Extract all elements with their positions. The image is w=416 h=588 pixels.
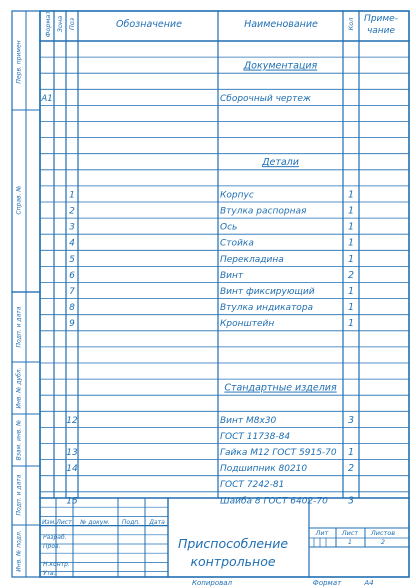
binding-strip-label: Взам. инв. № [15,419,23,461]
row-quantity: 1 [347,189,355,201]
header-position: Поз [68,17,76,31]
row-position: 15 [66,496,78,507]
document-title-line2: контрольное [190,554,276,569]
tb-col-change: Изм. [41,519,57,526]
row-section-heading: Стандартные изделия [224,382,337,394]
row-position: 7 [69,287,75,297]
binding-strip-label: Инв. № дубл. [15,367,23,409]
row-format: А1 [41,93,53,104]
tb-col-date: Дата [149,519,165,526]
row-quantity: 1 [347,286,355,297]
row-name: Ось [220,222,238,233]
sheets-label: Листов [370,529,396,537]
row-name: Сборочный чертеж [220,93,312,104]
tb-col-sign: Подп. [121,519,141,526]
table-row [69,318,354,329]
row-position: 6 [69,270,75,281]
row-quantity: 1 [347,302,355,314]
table-row [66,495,354,506]
row-quantity: 1 [347,237,355,249]
table-row [69,222,354,233]
format-value: А4 [364,579,374,587]
row-name: ГОСТ 11738-84 [220,431,291,442]
tb-role-developer: Разраб. [43,534,67,541]
row-quantity: 1 [347,205,355,217]
tb-role-normcontrol: Н.контр. [43,561,70,568]
row-quantity: 1 [347,221,355,233]
row-position: 4 [69,238,75,249]
row-quantity: 1 [347,447,355,458]
spec-rows [40,61,354,507]
table-row [66,463,354,474]
binding-strip-label: Справ. № [15,185,23,215]
table-row [261,157,299,168]
row-section-heading: Документация [243,60,318,72]
row-name: Шайба 8 ГОСТ 6402-70 [220,496,328,507]
row-name: Винт фиксирующий [220,287,315,297]
header-quantity: Кол [347,17,355,31]
tb-role-approved: Утв. [43,570,56,577]
header-format: Формат [44,10,52,38]
tb-col-doc: № докум. [80,519,110,526]
table-row [69,254,354,265]
row-section-heading: Детали [262,157,299,169]
row-name: Перекладина [220,254,284,265]
row-quantity: 3 [347,495,355,507]
row-position: 5 [69,254,75,265]
table-row [220,480,284,490]
row-position: 3 [69,222,75,233]
row-position: 12 [66,415,78,426]
row-quantity: 3 [347,414,355,426]
binding-strip-label: Подп. и дата [15,306,23,348]
row-name: Втулка индикатора [220,303,314,314]
table-header [44,11,398,38]
row-name: Гайка М12 ГОСТ 5915-70 [220,448,337,458]
row-name: Подшипник 80210 [220,464,308,475]
table-row [69,302,354,313]
binding-strip-label: Подп. и дата [15,474,23,516]
lit-label: Лит [315,529,329,537]
table-row [243,61,318,72]
row-name: Кронштейн [220,319,275,330]
row-position: 9 [69,319,75,330]
sheet-footer [192,579,374,587]
table-row [69,189,354,200]
tb-role-checker: Пров. [43,543,61,550]
document-title-line1: Приспособление [177,536,289,551]
row-name: Втулка распорная [220,206,307,217]
row-quantity: 1 [347,253,355,265]
row-name: Винт М8х30 [220,415,277,426]
copied-label: Копировал [192,579,232,587]
row-position: 2 [69,206,75,217]
header-note-line1: Приме- [364,14,398,24]
binding-strip-label: Инв. № подл. [15,530,23,572]
row-quantity: 2 [347,463,355,475]
row-name: Корпус [220,190,254,201]
table-row [69,270,354,281]
sheet-number: 1 [347,538,353,546]
row-name: Винт [220,270,244,281]
table-row [40,94,312,104]
row-position: 1 [69,190,75,201]
sheets-total: 2 [380,538,386,546]
row-name: Стойка [220,238,254,249]
tb-col-sheet: Лист [56,519,72,526]
row-name: ГОСТ 7242-81 [220,480,285,491]
row-position: 14 [66,464,78,475]
header-note-line2: чание [366,26,396,36]
binding-strip-label: Перв. примен [15,40,23,84]
header-name: Наименование [244,19,318,30]
table-row [69,286,354,297]
binding-strip [16,40,23,571]
table-row [69,238,354,249]
table-row [69,206,354,217]
table-row [66,415,354,426]
sheet-label: Лист [341,529,359,537]
header-designation: Обозначение [116,19,182,30]
row-position: 8 [69,303,75,314]
header-zone: Зона [56,15,64,33]
table-row [66,447,354,458]
row-quantity: 2 [347,269,355,281]
row-quantity: 1 [347,318,355,330]
table-row [224,383,337,394]
row-position: 13 [66,448,78,458]
table-row [220,432,290,442]
format-label: Формат [312,579,342,587]
